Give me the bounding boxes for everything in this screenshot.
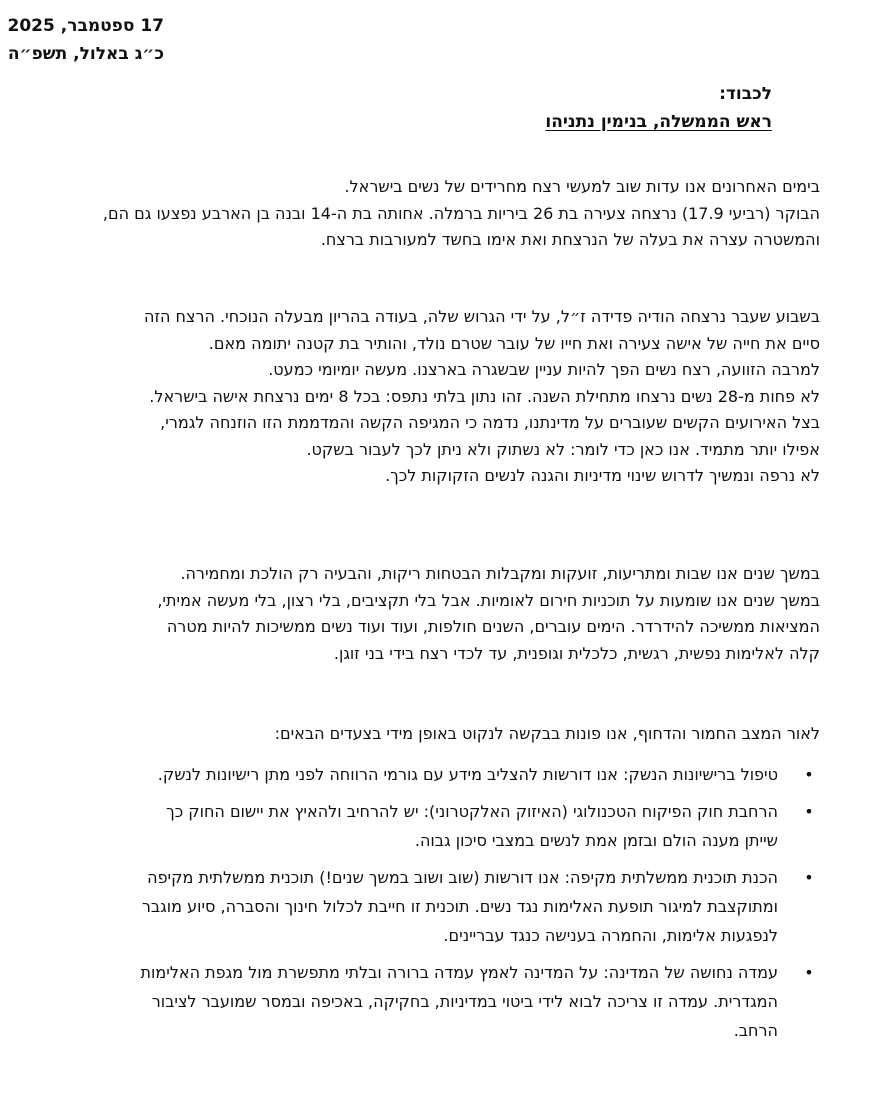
paragraph-years-of-warnings xyxy=(10,561,820,667)
list-item xyxy=(10,797,820,855)
bullet-icon: • xyxy=(804,868,814,887)
addressee-block xyxy=(545,80,772,136)
list-item-line: שייתן מענה הולם ובזמן אמת לנשים במצבי סיכון גבוה. xyxy=(414,831,778,850)
bullet-icon: • xyxy=(804,963,814,982)
list-item xyxy=(10,863,820,950)
date-block xyxy=(8,12,164,68)
list-item-line: הכנת תוכנית ממשלתית מקיפה: אנו דורשות (שוב ושוב במשך שנים!) תוכנית ממשלתית מקיפה xyxy=(147,868,778,887)
list-item-line: טיפול ברישיונות הנשק: אנו דורשות להצליב מידע עם גורמי הרווחה לפני מתן רישיונות לנשק. xyxy=(157,765,778,784)
paragraph-line: בצל האירועים הקשים שעוברים על מדינתנו, נדמה כי המגיפה הקשה והמדממת הזו הוזנחה לגמרי, xyxy=(160,413,820,432)
paragraph-line: סיים את חייה של אישה צעירה ואת חייו של עובר שטרם נולד, והותיר בת קטנה יתומה מאם. xyxy=(208,333,820,353)
paragraph-line: במשך שנים אנו שומעות על תוכניות חירום לאומיות. אבל בלי תקציבים, בלי רצון, בלי מעשה אמיתי, xyxy=(157,590,820,610)
paragraph-line: לא נרפה ונמשיך לדרוש שינוי מדיניות והגנה לנשים הזקוקות לכך. xyxy=(385,466,820,485)
paragraph-line: לא פחות מ-28 נשים נרצחו מתחילת השנה. זהו נתון בלתי נתפס: בכל 8 ימים נרצחת אישה בישראל. xyxy=(149,386,820,406)
paragraph-line: המציאות ממשיכה להידרדר. הימים עוברים, השנים חולפות, ועוד ועוד נשים ממשיכות להיות מטרה xyxy=(166,617,820,636)
recipient-name: ראש הממשלה, בנימין נתניהו xyxy=(545,112,772,132)
list-item-line: הרחבת חוק הפיקוח הטכנולוגי (האיזוק האלקטרוני): יש להרחיב ולהאיץ את יישום החוק כך xyxy=(166,802,778,821)
list-item xyxy=(10,760,820,789)
list-item-line: ומתוקצבת למיגור תופעת האלימות נגד נשים. תוכנית זו חייבת לכלול חינוך והסברה, סיוע מוגבר xyxy=(141,897,778,916)
salutation: לכבוד: xyxy=(719,84,772,104)
list-item-line: המגדרית. עמדה זו צריכה לבוא לידי ביטוי במדיניות, בחקיקה, באכיפה ובמסר שמועבר לציבור xyxy=(151,992,778,1011)
list-item-line: לנפגעות אלימות, והחמרה בענישה כנגד עבריינים. xyxy=(443,926,778,945)
paragraph-line: בשבוע שעבר נרצחה הודיה פדידה ז״ל, על ידי הגרוש שלה, בעודה בהריון מבעלה הנוכחי. הרצח הזה xyxy=(143,307,820,326)
bullet-icon: • xyxy=(804,765,814,784)
demands-list xyxy=(10,760,820,1053)
paragraph-last-week xyxy=(10,304,820,490)
paragraph-line: הבוקר (רביעי 17.9) נרצחה צעירה בת 26 ביריות ברמלה. אחותה בת ה-14 ובנה בן הארבע נפצעו גם הם, xyxy=(102,203,820,223)
paragraph-line: במשך שנים אנו שבות ומתריעות, זועקות ומקבלות הבטחות ריקות, והבעיה רק הולכת ומחמירה. xyxy=(180,564,820,583)
demands-intro xyxy=(10,721,820,748)
paragraph-line: למרבה הזוועה, רצח נשים הפך להיות עניין שבשגרה בארצנו. מעשה יומיומי כמעט. xyxy=(268,360,820,379)
hebrew-date: כ״ג באלול, תשפ״ה xyxy=(7,44,164,64)
paragraph-recent-murders xyxy=(10,174,820,254)
paragraph-line: אפילו יותר מתמיד. אנו כאן כדי לומר: לא נשתוק ולא ניתן לכך לעבור בשקט. xyxy=(306,439,820,459)
paragraph-line: בימים האחרונים אנו עדות שוב למעשי רצח מחרידים של נשים בישראל. xyxy=(344,177,820,196)
list-item xyxy=(10,958,820,1045)
bullet-icon: • xyxy=(804,802,814,821)
paragraph-line: והמשטרה עצרה את בעלה של הנרצחת ואת אימו בחשד למעורבות ברצח. xyxy=(320,230,820,249)
list-item-line: הרחב. xyxy=(733,1021,778,1040)
paragraph-line: קלה לאלימות נפשית, רגשית, כלכלית וגופנית, עד לכדי רצח בידי בני זוגן. xyxy=(333,643,820,663)
intro-line: לאור המצב החמור והדחוף, אנו פונות בבקשה לנקוט באופן מידי בצעדים הבאים: xyxy=(274,724,820,743)
gregorian-date: 17 ספטמבר, 2025 xyxy=(7,16,164,36)
list-item-line: עמדה נחושה של המדינה: על המדינה לאמץ עמדה ברורה ובלתי מתפשרת מול מגפת האלימות xyxy=(140,963,778,982)
